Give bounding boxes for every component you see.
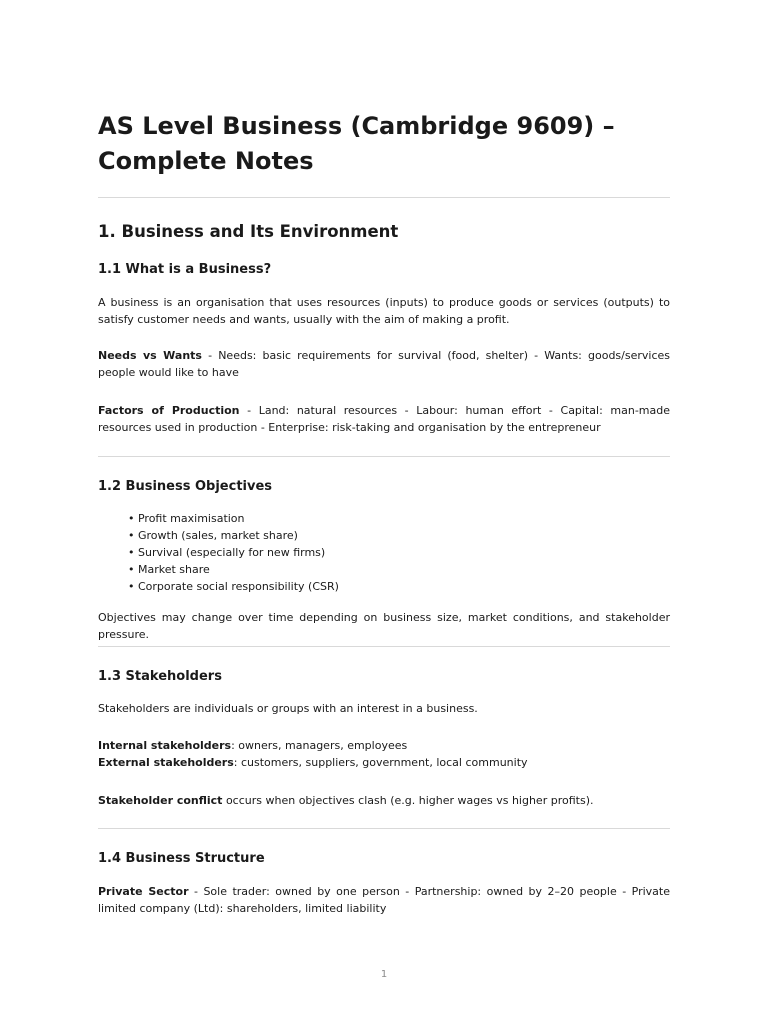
- list-item: • Corporate social responsibility (CSR): [128, 580, 339, 593]
- divider: [98, 828, 670, 829]
- subsection-heading-1-2: 1.2 Business Objectives: [98, 479, 273, 494]
- list-item: • Survival (especially for new firms): [128, 546, 326, 559]
- external-stakeholders-text: : customers, suppliers, government, local community: [233, 756, 528, 769]
- list-item: • Profit maximisation: [128, 512, 245, 525]
- section-heading: 1. Business and Its Environment: [98, 222, 399, 241]
- divider: [98, 197, 670, 198]
- private-sector-text: - Sole trader: owned by one person - Partnership: owned by 2–20 people - Private limited company (Ltd): shareholders, limited liability: [98, 885, 671, 915]
- private-sector: [98, 883, 670, 917]
- document-title: AS Level Business (Cambridge 9609) – Complete Notes: [98, 112, 615, 175]
- needs-vs-wants-label: Needs vs Wants: [98, 349, 202, 362]
- factors-of-production: [98, 402, 670, 436]
- factors-of-production-text: - Land: natural resources - Labour: human effort - Capital: man-made resources used in production - Enterprise: risk-taking and organisation by the entrepreneur: [98, 404, 670, 434]
- subsection-heading-1-1: 1.1 What is a Business?: [98, 262, 272, 277]
- stakeholder-conflict: [98, 792, 670, 809]
- divider: [98, 456, 670, 457]
- stakeholders-definition: Stakeholders are individuals or groups with an interest in a business.: [98, 702, 478, 715]
- internal-stakeholders-text: : owners, managers, employees: [231, 739, 408, 752]
- subsection-heading-1-3: 1.3 Stakeholders: [98, 669, 222, 684]
- list-item: • Market share: [128, 563, 210, 576]
- stakeholder-conflict-text: occurs when objectives clash (e.g. higher wages vs higher profits).: [222, 794, 594, 807]
- objectives-list: [128, 510, 339, 595]
- objectives-note: Objectives may change over time depending on business size, market conditions, and stakeholder pressure.: [98, 611, 670, 641]
- needs-vs-wants-text: - Needs: basic requirements for survival (food, shelter) - Wants: goods/services people would like to have: [98, 349, 670, 379]
- needs-vs-wants: [98, 347, 670, 381]
- page-number: 1: [380, 969, 388, 980]
- external-stakeholders-label: External stakeholders: [98, 756, 234, 769]
- factors-of-production-label: Factors of Production: [98, 404, 240, 417]
- business-definition: A business is an organisation that uses resources (inputs) to produce goods or services (outputs) to satisfy customer needs and wants, usually with the aim of making a profit.: [98, 296, 670, 326]
- private-sector-label: Private Sector: [98, 885, 189, 898]
- stakeholder-types: [98, 737, 670, 771]
- list-item: • Growth (sales, market share): [128, 529, 298, 542]
- internal-stakeholders-label: Internal stakeholders: [98, 739, 232, 752]
- divider: [98, 646, 670, 647]
- stakeholder-conflict-label: Stakeholder conflict: [98, 794, 223, 807]
- subsection-heading-1-4: 1.4 Business Structure: [98, 851, 265, 866]
